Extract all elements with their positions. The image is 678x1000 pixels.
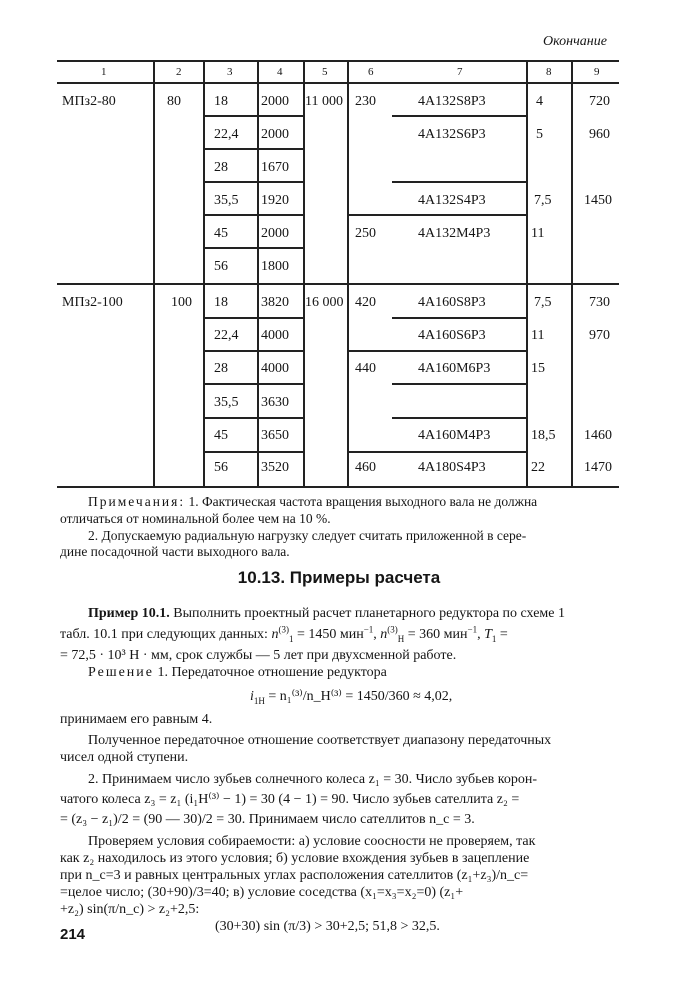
math-sub: 1 — [491, 633, 497, 644]
notes-line-4: дине посадочной части выходного вала. — [60, 544, 290, 559]
table-cell: 970 — [589, 328, 610, 343]
table-cell: 3650 — [261, 428, 289, 443]
table-col-rule — [526, 60, 528, 487]
row-rule — [203, 148, 303, 150]
row-rule — [203, 417, 303, 419]
table-cell: 22,4 — [214, 328, 239, 343]
math-symbol: T — [484, 627, 492, 642]
table-cell: 11 000 — [305, 94, 343, 109]
table-cell: 4A160S8P3 — [418, 295, 486, 310]
table-cell: 2000 — [261, 94, 289, 109]
table-cell: 1460 — [584, 428, 612, 443]
math-sup: (3) — [278, 624, 289, 635]
table-cell: 18 — [214, 295, 228, 310]
table-col-rule — [347, 60, 349, 487]
para-4-line-3: при n_c=3 и равных центральных углах расположения сателлитов (z₁+z₃)/n_c= — [60, 868, 529, 883]
para-2-line-2: чисел одной ступени. — [60, 750, 189, 765]
table-cell: 5 — [536, 127, 543, 142]
math-text: = — [499, 627, 508, 642]
math-text: = 1450 мин — [296, 627, 364, 642]
table-cell: 4A180S4P3 — [418, 460, 486, 475]
table-cell: 18 — [214, 94, 228, 109]
table-cell: 440 — [355, 361, 376, 376]
table-cell: 1470 — [584, 460, 612, 475]
notes-heading: Примечания: — [88, 494, 186, 509]
math-sup: −1 — [363, 624, 374, 635]
table-cell: 22 — [531, 460, 545, 475]
para-2-line-1: Полученное передаточное отношение соответствует диапазону передаточных — [88, 733, 552, 748]
example-line-1 — [88, 604, 565, 623]
example-line-2: табл. 10.1 при следующих данных: $n^{(3)}_1 = 1450$ мин$^{-1}$, $n^{(3)}_H = 360$ мин$^{-1}$, $T_1$ = — [60, 624, 508, 644]
col-number-9: 9 — [594, 66, 600, 78]
table-cell: 730 — [589, 295, 610, 310]
table-cell: 11 — [531, 226, 545, 241]
row-rule — [392, 317, 526, 319]
col-number-8: 8 — [546, 66, 552, 78]
table-cell: 28 — [214, 160, 228, 175]
math-text: = n₁⁽³⁾/n_H⁽³⁾ = 1450/360 ≈ 4,02, — [268, 689, 453, 704]
table-cell: 1670 — [261, 160, 289, 175]
table-top-rule — [57, 60, 619, 62]
table-cell: 250 — [355, 226, 376, 241]
table-cell: 22,4 — [214, 127, 239, 142]
row-rule — [392, 417, 526, 419]
para-3-line-3: = (z₃ − z₁)/2 = (90 — 30)/2 = 30. Принимаем число сателлитов n_c = 3. — [60, 812, 475, 827]
para-4-line-5: +z₂) sin(π/n_c) > z₂+2,5: — [60, 902, 200, 917]
model-name: МПз2-80 — [62, 94, 116, 109]
table-header-rule — [57, 82, 619, 84]
table-col-rule — [571, 60, 573, 487]
math-symbol: i — [250, 689, 254, 704]
table-cell: 2000 — [261, 127, 289, 142]
math-sub: 1 — [288, 633, 294, 644]
row-rule — [203, 247, 303, 249]
row-rule — [392, 181, 526, 183]
table-cell: 1800 — [261, 259, 289, 274]
table-cell: 4A160S6P3 — [418, 328, 486, 343]
math-symbol: n — [271, 627, 279, 642]
row-rule — [392, 383, 526, 385]
table-cell: 2000 — [261, 226, 289, 241]
table-cell: 100 — [171, 295, 192, 310]
table-cell: 230 — [355, 94, 376, 109]
accept-line: принимаем его равным 4. — [60, 712, 213, 727]
solution-label: Решение — [88, 665, 155, 680]
table-cell: 1450 — [584, 193, 612, 208]
table-cell: 35,5 — [214, 395, 239, 410]
table-cell: 80 — [167, 94, 181, 109]
table-cell: 35,5 — [214, 193, 239, 208]
para-4-line-4: =целое число; (30+90)/3=40; в) условие соседства (x₁=x₃=x₂=0) (z₁+ — [60, 885, 464, 900]
table-cell: 3820 — [261, 295, 289, 310]
row-rule — [203, 317, 303, 319]
table-col-rule — [203, 60, 205, 487]
row-rule — [203, 451, 303, 453]
example-text: Выполнить проектный расчет планетарного редуктора по схеме 1 — [173, 606, 565, 621]
table-col-rule — [153, 60, 155, 487]
table-cell: 4A132S4P3 — [418, 193, 486, 208]
row-rule — [203, 115, 303, 117]
math-sup: (3) — [387, 624, 398, 635]
table-cell: 720 — [589, 94, 610, 109]
math-sub: H — [397, 633, 405, 644]
col-number-7: 7 — [457, 66, 463, 78]
row-rule — [203, 214, 303, 216]
table-cell: 4000 — [261, 361, 289, 376]
col-number-1: 1 — [101, 66, 107, 78]
table-cell: 15 — [531, 361, 545, 376]
motor-table — [57, 60, 619, 487]
table-cell: 3520 — [261, 460, 289, 475]
table-cell: 45 — [214, 428, 228, 443]
table-cell: 4A160M4P3 — [418, 428, 491, 443]
table-cell: 4A132S6P3 — [418, 127, 486, 142]
table-cell: 460 — [355, 460, 376, 475]
table-cell: 960 — [589, 127, 610, 142]
table-cell: 7,5 — [534, 193, 552, 208]
page-number: 214 — [60, 926, 86, 943]
model-name: МПз2-100 — [62, 295, 123, 310]
para-4-line-2: как z₂ находилось из этого условия; б) условие вхождения зубьев в зацепление — [60, 851, 530, 866]
table-cell: 4A132S8P3 — [418, 94, 486, 109]
table-col-rule — [303, 60, 305, 487]
col-number-3: 3 — [227, 66, 233, 78]
formula-ratio — [250, 687, 452, 706]
row-rule — [203, 350, 303, 352]
table-cell: 4A132M4P3 — [418, 226, 491, 241]
table-cell: 7,5 — [534, 295, 552, 310]
table-cell: 56 — [214, 460, 228, 475]
note-1-text: 1. Фактическая частота вращения выходного вала не должна — [188, 494, 538, 509]
notes-line-1 — [88, 493, 537, 510]
formula-neighbor: (30+30) sin (π/3) > 30+2,5; 51,8 > 32,5. — [215, 919, 440, 934]
row-rule — [348, 350, 526, 352]
table-bottom-rule — [57, 486, 619, 488]
math-sup: −1 — [467, 624, 478, 635]
solution-text: 1. Передаточное отношение редуктора — [157, 665, 387, 680]
table-cell: 4 — [536, 94, 543, 109]
table-cell: 28 — [214, 361, 228, 376]
table-col-rule — [257, 60, 259, 487]
continuation-label: Окончание — [543, 34, 607, 49]
example-text: табл. 10.1 при следующих данных: — [60, 627, 268, 642]
row-rule — [203, 181, 303, 183]
math-text: = 360 мин — [407, 627, 468, 642]
row-rule — [348, 214, 526, 216]
para-3-line-1: 2. Принимаем число зубьев солнечного колеса z₁ = 30. Число зубьев корон- — [88, 772, 538, 787]
table-cell: 45 — [214, 226, 228, 241]
table-cell: 1920 — [261, 193, 289, 208]
table-cell: 18,5 — [531, 428, 556, 443]
math-symbol: n — [380, 627, 388, 642]
row-rule — [392, 115, 526, 117]
para-4-line-1: Проверяем условия собираемости: а) условие соосности не проверяем, так — [88, 834, 536, 849]
table-cell: 4000 — [261, 328, 289, 343]
col-number-2: 2 — [176, 66, 182, 78]
math-sub: 1H — [253, 695, 265, 706]
table-cell: 3630 — [261, 395, 289, 410]
row-rule — [203, 383, 303, 385]
table-cell: 420 — [355, 295, 376, 310]
col-number-5: 5 — [322, 66, 328, 78]
para-3-line-2: чатого колеса z₃ = z₁ (i₁H⁽³⁾ − 1) = 30 (4 − 1) = 90. Число зубьев сателлита z₂ = — [60, 792, 520, 807]
notes-line-2: отличаться от номинальной более чем на 10 %. — [60, 511, 331, 526]
table-cell: 11 — [531, 328, 545, 343]
table-group-rule — [57, 283, 619, 285]
table-cell: 56 — [214, 259, 228, 274]
example-line-3: = 72,5 · 10³ Н · мм, срок службы — 5 лет при двухсменной работе. — [60, 648, 457, 663]
col-number-6: 6 — [368, 66, 374, 78]
section-heading: 10.13. Примеры расчета — [237, 568, 441, 587]
table-cell: 4A160M6P3 — [418, 361, 491, 376]
notes-line-3: 2. Допускаемую радиальную нагрузку следует считать приложенной в сере- — [88, 528, 527, 543]
table-cell: 16 000 — [305, 295, 344, 310]
solution-line — [88, 663, 387, 682]
row-rule — [348, 451, 526, 453]
example-label: Пример 10.1. — [88, 606, 170, 621]
col-number-4: 4 — [277, 66, 283, 78]
